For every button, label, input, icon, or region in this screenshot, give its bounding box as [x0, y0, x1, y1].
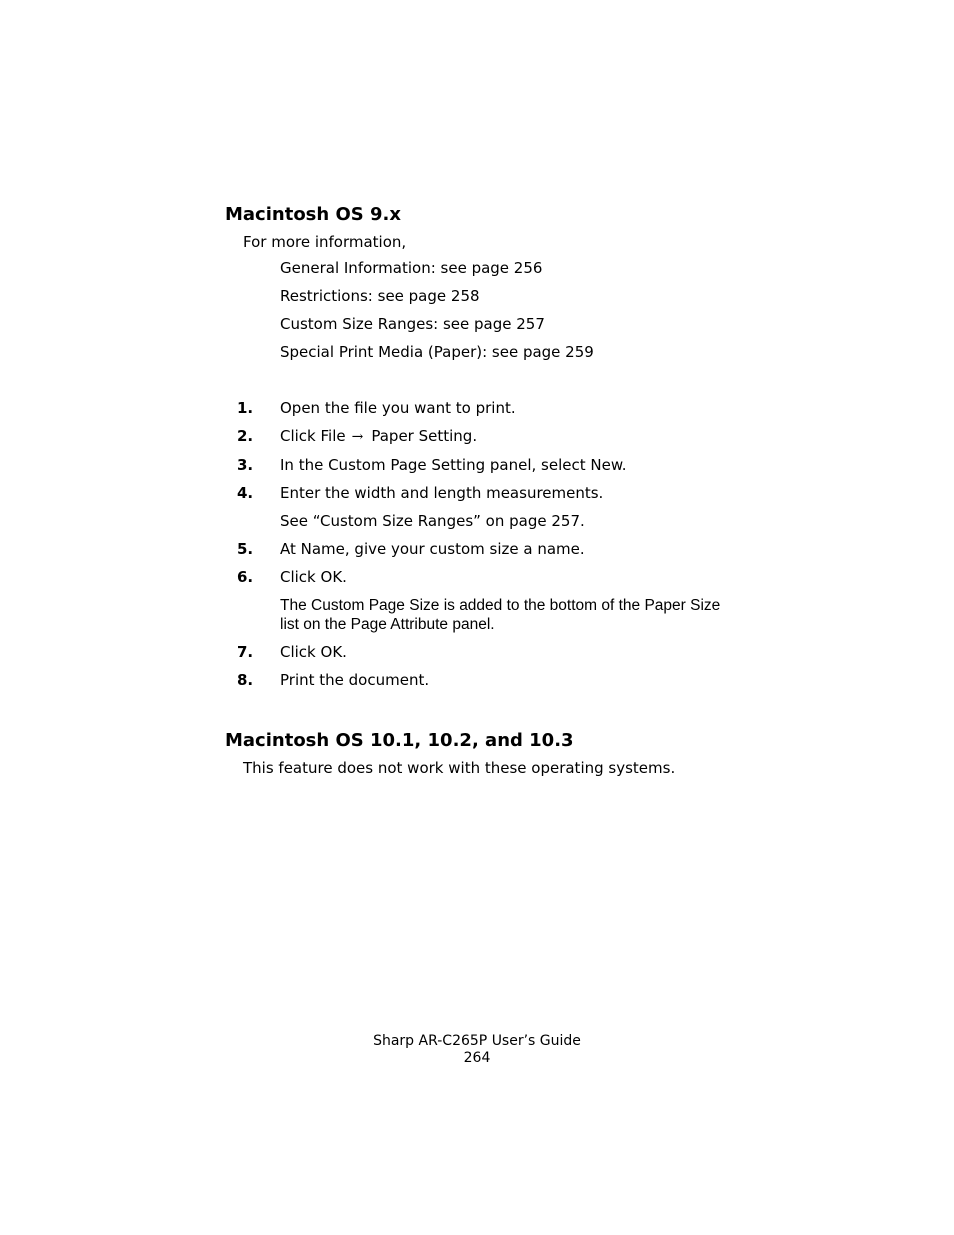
- reference-restrictions: Restrictions: see page 258: [280, 287, 480, 305]
- step-text-after: Paper Setting.: [371, 427, 478, 445]
- reference-general-information: General Information: see page 256: [280, 259, 543, 277]
- step-number: 3.: [237, 456, 254, 474]
- section-text: This feature does not work with these operating systems.: [243, 759, 676, 777]
- page-number: 264: [463, 1050, 491, 1066]
- step-number: 5.: [237, 540, 254, 558]
- step-text: [280, 427, 477, 445]
- step-text: Print the document.: [280, 671, 430, 689]
- step-number: 1.: [237, 399, 254, 417]
- step-number: 8.: [237, 671, 254, 689]
- section-heading-os9: Macintosh OS 9.x: [225, 204, 401, 225]
- step-number: 6.: [237, 568, 254, 586]
- step-text: In the Custom Page Setting panel, select New.: [280, 456, 627, 474]
- step-note: The Custom Page Size is added to the bottom of the Paper Size list on the Page Attribute panel.: [280, 597, 721, 633]
- step-number: 2.: [237, 427, 254, 445]
- arrow-right-icon: →: [351, 429, 364, 445]
- step-text: Click OK.: [280, 568, 347, 586]
- step-text-before: Click File: [280, 427, 346, 445]
- step-number: 7.: [237, 643, 254, 661]
- step-text: Click OK.: [280, 643, 347, 661]
- reference-special-print-media: Special Print Media (Paper): see page 259: [280, 343, 594, 361]
- step-note: See “Custom Size Ranges” on page 257.: [280, 512, 585, 530]
- intro-text: For more information,: [243, 233, 407, 251]
- reference-custom-size-ranges: Custom Size Ranges: see page 257: [280, 315, 545, 333]
- step-number: 4.: [237, 484, 254, 502]
- footer-title: Sharp AR-C265P User’s Guide: [373, 1033, 581, 1049]
- step-text: Enter the width and length measurements.: [280, 484, 604, 502]
- step-text: At Name, give your custom size a name.: [280, 540, 585, 558]
- step-text: Open the file you want to print.: [280, 399, 516, 417]
- section-heading-os10: Macintosh OS 10.1, 10.2, and 10.3: [225, 730, 574, 751]
